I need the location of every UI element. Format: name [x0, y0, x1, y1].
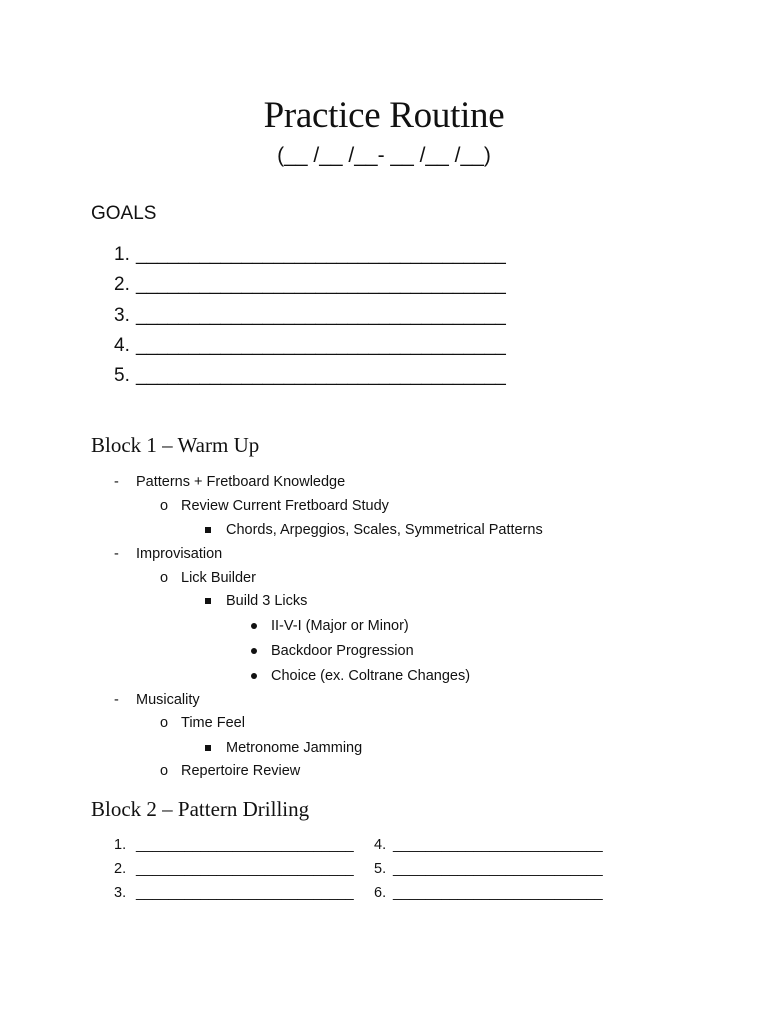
drill-blank: __________________________ — [393, 837, 603, 853]
page-title: Practice Routine — [263, 95, 505, 136]
list-item-text: Lick Builder — [181, 570, 256, 586]
goal-blank: ___________________________________ — [136, 305, 506, 326]
square-bullet-icon — [205, 598, 211, 604]
goal-blank: ___________________________________ — [136, 335, 506, 356]
circle-bullet: o — [160, 715, 169, 731]
dash-bullet: - — [114, 692, 119, 708]
goal-blank: ___________________________________ — [136, 244, 506, 265]
list-item-text: Patterns + Fretboard Knowledge — [136, 474, 346, 490]
round-bullet-icon — [251, 648, 257, 654]
list-item-text: Choice (ex. Coltrane Changes) — [271, 668, 471, 684]
square-bullet-icon — [205, 745, 211, 751]
goal-line-5 — [114, 364, 506, 388]
round-bullet-icon — [251, 623, 257, 629]
drill-number: 3. — [114, 885, 127, 901]
drill-blank: __________________________ — [393, 885, 603, 901]
goal-number: 5. — [114, 365, 130, 386]
list-item-text: Review Current Fretboard Study — [181, 498, 389, 514]
goal-line-4 — [114, 334, 506, 358]
date-range-field: (__ /__ /__- __ /__ /__) — [277, 144, 491, 167]
circle-bullet: o — [160, 570, 169, 586]
goal-blank: ___________________________________ — [136, 365, 506, 386]
drill-blank: __________________________ — [393, 861, 603, 877]
goal-blank: ___________________________________ — [136, 274, 506, 295]
list-item-text: Metronome Jamming — [226, 740, 363, 756]
dash-bullet: - — [114, 546, 119, 562]
drill-number: 4. — [374, 837, 387, 853]
list-item-text: Musicality — [136, 692, 200, 708]
drill-blank: ___________________________ — [136, 837, 354, 853]
circle-bullet: o — [160, 498, 169, 514]
drill-number: 2. — [114, 861, 127, 877]
square-bullet-icon — [205, 527, 211, 533]
list-item-text: Build 3 Licks — [226, 593, 308, 609]
round-bullet-icon — [251, 673, 257, 679]
list-item-text: Backdoor Progression — [271, 643, 414, 659]
goal-number: 3. — [114, 305, 130, 326]
goal-line-1 — [114, 243, 506, 267]
drill-number: 1. — [114, 837, 127, 853]
drill-number: 6. — [374, 885, 387, 901]
circle-bullet: o — [160, 763, 169, 779]
list-item-text: Improvisation — [136, 546, 223, 562]
goals-heading: GOALS — [91, 203, 157, 224]
block2-heading: Block 2 – Pattern Drilling — [91, 797, 310, 821]
block1-heading: Block 1 – Warm Up — [91, 433, 260, 457]
list-item-text: Repertoire Review — [181, 763, 301, 779]
goal-line-2 — [114, 273, 506, 297]
goal-number: 1. — [114, 244, 130, 265]
list-item-text: Time Feel — [181, 715, 245, 731]
goal-line-3 — [114, 304, 506, 328]
drill-blank: ___________________________ — [136, 885, 354, 901]
goal-number: 4. — [114, 335, 130, 356]
goal-number: 2. — [114, 274, 130, 295]
list-item-text: II-V-I (Major or Minor) — [271, 618, 409, 634]
dash-bullet: - — [114, 474, 119, 490]
drill-blank: ___________________________ — [136, 861, 354, 877]
drill-number: 5. — [374, 861, 387, 877]
list-item-text: Chords, Arpeggios, Scales, Symmetrical Patterns — [226, 522, 543, 538]
